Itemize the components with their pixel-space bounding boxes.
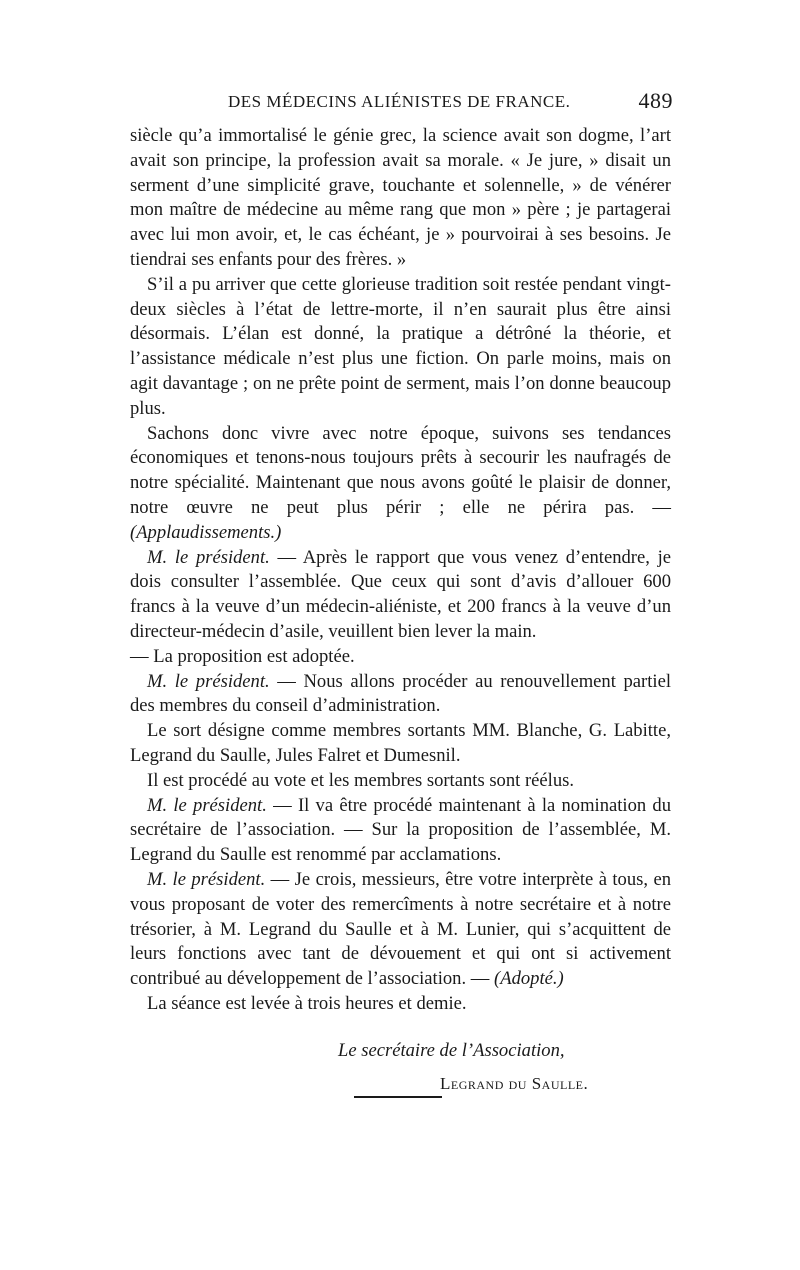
- speaker-label: M. le président.: [147, 546, 270, 568]
- paragraph-president-secretary: [130, 794, 671, 868]
- paragraph-oath: siècle qu’a immortalisé le génie grec, la science avait son dogme, l’art avait son principe, la profession avait sa morale. « Je jure, » disait un serment d’une simplicité grave, touchante et solennelle, » de vénérer mon maître de médecine au même rang que mon » père ; je partagerai avec lui mon avoir, et, le cas échéant, je » pourvoirai à ses besoins. Je tiendrai ses enfants pour des frères. »: [130, 125, 671, 270]
- running-title: DES MÉDECINS ALIÉNISTES DE FRANCE.: [228, 92, 571, 111]
- speech-text: — Je crois, messieurs, être votre interprète à tous, en vous proposant de voter des remercîments à notre secrétaire et à notre trésorier, à M. Legrand du Saulle et à M. Lunier, qui s’acquittent de leurs fonctions avec tant de dévouement et qui ont si activement contribué au développement de l’association. —: [130, 868, 672, 990]
- end-rule-divider: [354, 1096, 442, 1098]
- paragraph-outgoing-members: Le sort désigne comme membres sortants MM. Blanche, G. Labitte, Legrand du Saulle, Jules Falret et Dumesnil.: [130, 720, 671, 766]
- speech-text: — Nous allons procéder au renouvellement partiel des membres du conseil d’administration.: [130, 670, 672, 717]
- running-head: [130, 88, 671, 124]
- speaker-label: M. le président.: [147, 794, 267, 816]
- speaker-label: M. le président.: [147, 868, 266, 890]
- adopted-note: (Adopté.): [494, 968, 564, 990]
- paragraph-closing: La séance est levée à trois heures et demie.: [147, 992, 467, 1014]
- paragraph-president-proposal: [130, 546, 671, 645]
- body-text: [130, 124, 671, 1017]
- paragraph-president-renewal: [130, 670, 671, 720]
- signature-role: Le secrétaire de l’Association,: [338, 1039, 565, 1061]
- paragraph-vote: Il est procédé au vote et les membres sortants sont réélus.: [147, 769, 575, 791]
- speaker-label: M. le président.: [147, 670, 270, 692]
- page-number: 489: [638, 88, 673, 113]
- speech-text: — Il va être procédé maintenant à la nomination du secrétaire de l’association. — Sur la proposition de l’assemblée, M. Legrand du Saulle est renommé par acclamations.: [130, 794, 671, 866]
- paragraph-tradition: S’il a pu arriver que cette glorieuse tradition soit restée pendant vingt-deux siècles à l’état de lettre-morte, il n’en saurait plus être ainsi désormais. L’élan est donné, la pratique a détrôné la théorie, et l’assistance médicale n’est plus une fiction. On parle moins, mais on agit davantage ; on ne prête point de serment, mais l’on donne beaucoup plus.: [130, 273, 671, 419]
- book-page: [130, 88, 671, 1094]
- paragraph-president-thanks: [130, 868, 671, 992]
- paragraph-adopted: — La proposition est adoptée.: [130, 645, 355, 667]
- paragraph-epoch: [130, 422, 671, 546]
- paragraph-epoch-text: Sachons donc vivre avec notre époque, suivons ses tendances économiques et tenons-nous toujours prêts à secourir les naufragés de notre spécialité. Maintenant que nous avons goûté le plaisir de donner, notre œuvre ne peut plus périr ; elle ne périra pas. —: [130, 422, 671, 518]
- speech-text: — Après le rapport que vous venez d’entendre, je dois consulter l’assemblée. Que ceux qui sont d’avis d’allouer 600 francs à la veuve d’un médecin-aliéniste, et 200 francs à la veuve d’un directeur-médecin d’asile, veuillent bien lever la main.: [130, 546, 672, 642]
- applause-note: (Applaudissements.): [130, 521, 282, 543]
- signature-name: Legrand du Saulle.: [440, 1074, 589, 1094]
